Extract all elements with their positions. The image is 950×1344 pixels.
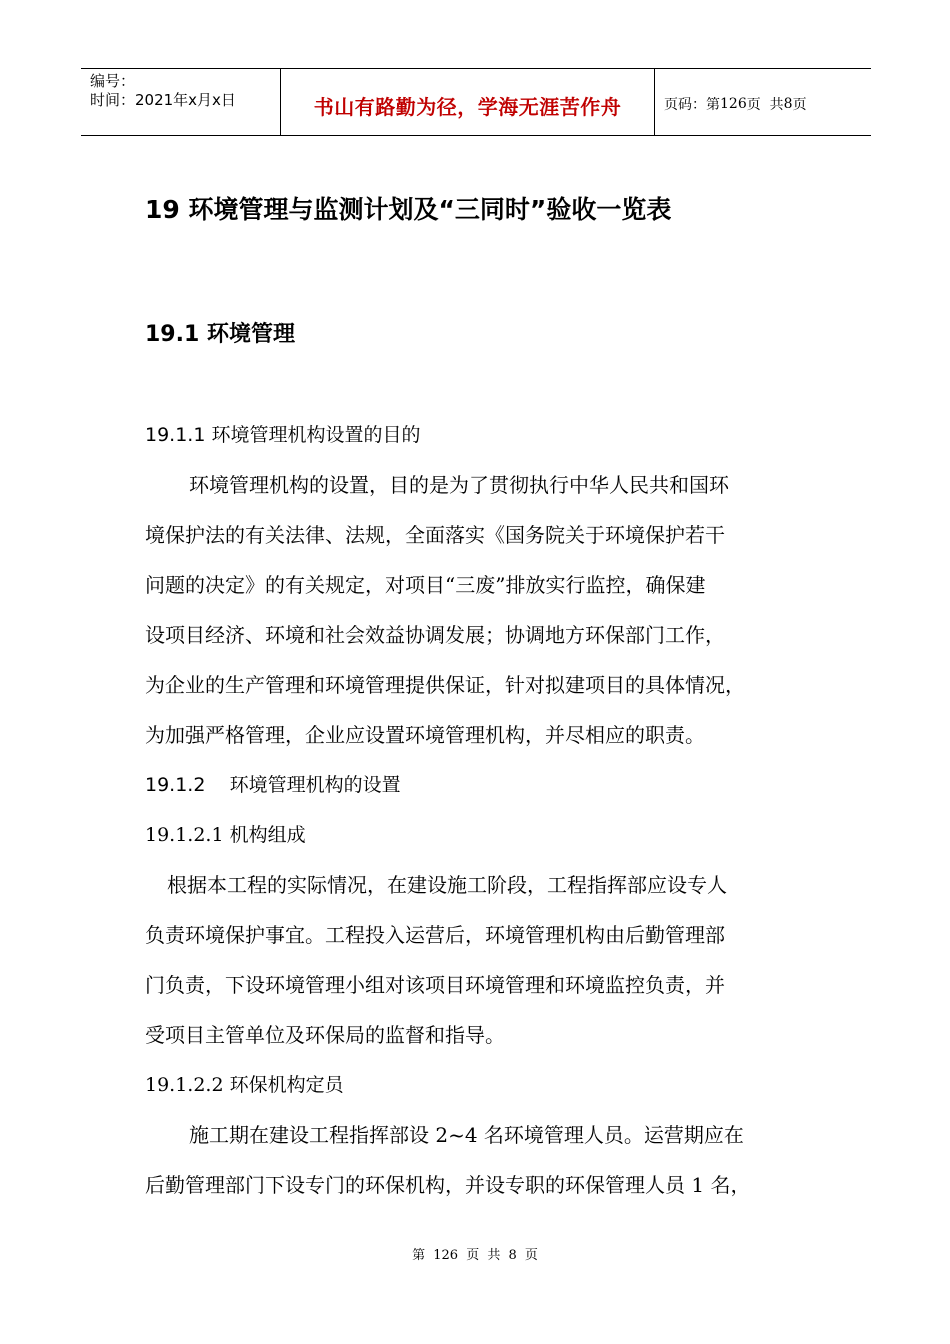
- paragraph-line: 门负责，下设环境管理小组对该项目环境管理和环境监控负责，并: [145, 973, 725, 997]
- date-label: 时间：2021年x月x日: [90, 91, 236, 109]
- paragraph-line: 根据本工程的实际情况，在建设施工阶段，工程指挥部应设专人: [167, 873, 727, 897]
- page-info-mid: 页 共: [746, 97, 784, 113]
- page-footer: 第 126 页 共 8 页: [412, 1248, 538, 1263]
- paragraph-line: 设项目经济、环境和社会效益协调发展；协调地方环保部门工作，: [145, 623, 725, 647]
- serial-label: 编号：: [90, 72, 136, 90]
- paragraph-purpose: [145, 460, 825, 760]
- page-total: 8: [783, 96, 793, 112]
- paragraph-line: 受项目主管单位及环保局的监督和指导。: [145, 1023, 505, 1047]
- chapter-title: 19 环境管理与监测计划及“三同时”验收一览表: [145, 195, 672, 224]
- paragraph-line: 环境管理机构的设置，目的是为了贯彻执行中华人民共和国环: [189, 473, 729, 497]
- page-info-prefix: 页码：第: [664, 97, 720, 113]
- paragraph-line: 境保护法的有关法律、法规，全面落实《国务院关于环境保护若干: [145, 523, 725, 547]
- subsubsection-heading-1: 19.1.2.1 机构组成: [145, 824, 306, 846]
- page-header: [81, 68, 871, 136]
- paragraph-line: 负责环境保护事宜。工程投入运营后，环境管理机构由后勤管理部: [145, 923, 725, 947]
- document-flow: [145, 410, 825, 1210]
- paragraph-line: 为加强严格管理，企业应设置环境管理机构，并尽相应的职责。: [145, 723, 705, 747]
- header-motto-cell: [281, 69, 655, 135]
- section-title: 19.1 环境管理: [145, 322, 295, 347]
- subsection-heading-2: 19.1.2 环境管理机构的设置: [145, 774, 401, 796]
- page-number: 126: [720, 96, 747, 112]
- header-meta: [81, 69, 281, 135]
- paragraph-line: 为企业的生产管理和环境管理提供保证，针对拟建项目的具体情况，: [145, 673, 745, 697]
- paragraph-line: 问题的决定》的有关规定，对项目“三废”排放实行监控，确保建: [145, 573, 706, 597]
- page-info-suffix: 页: [792, 97, 807, 113]
- subsubsection-heading-2: 19.1.2.2 环保机构定员: [145, 1074, 344, 1096]
- paragraph-line: 施工期在建设工程指挥部设 2~4 名环境管理人员。运营期应在: [189, 1123, 744, 1147]
- header-motto: 书山有路勤为径，学海无涯苦作舟: [313, 94, 622, 119]
- paragraph-line: 后勤管理部门下设专门的环保机构，并设专职的环保管理人员 1 名，: [145, 1173, 751, 1197]
- paragraph-composition: [145, 860, 825, 1060]
- subsection-heading-1: 19.1.1 环境管理机构设置的目的: [145, 424, 421, 446]
- header-page-info: [655, 69, 871, 135]
- paragraph-staffing: [145, 1110, 825, 1210]
